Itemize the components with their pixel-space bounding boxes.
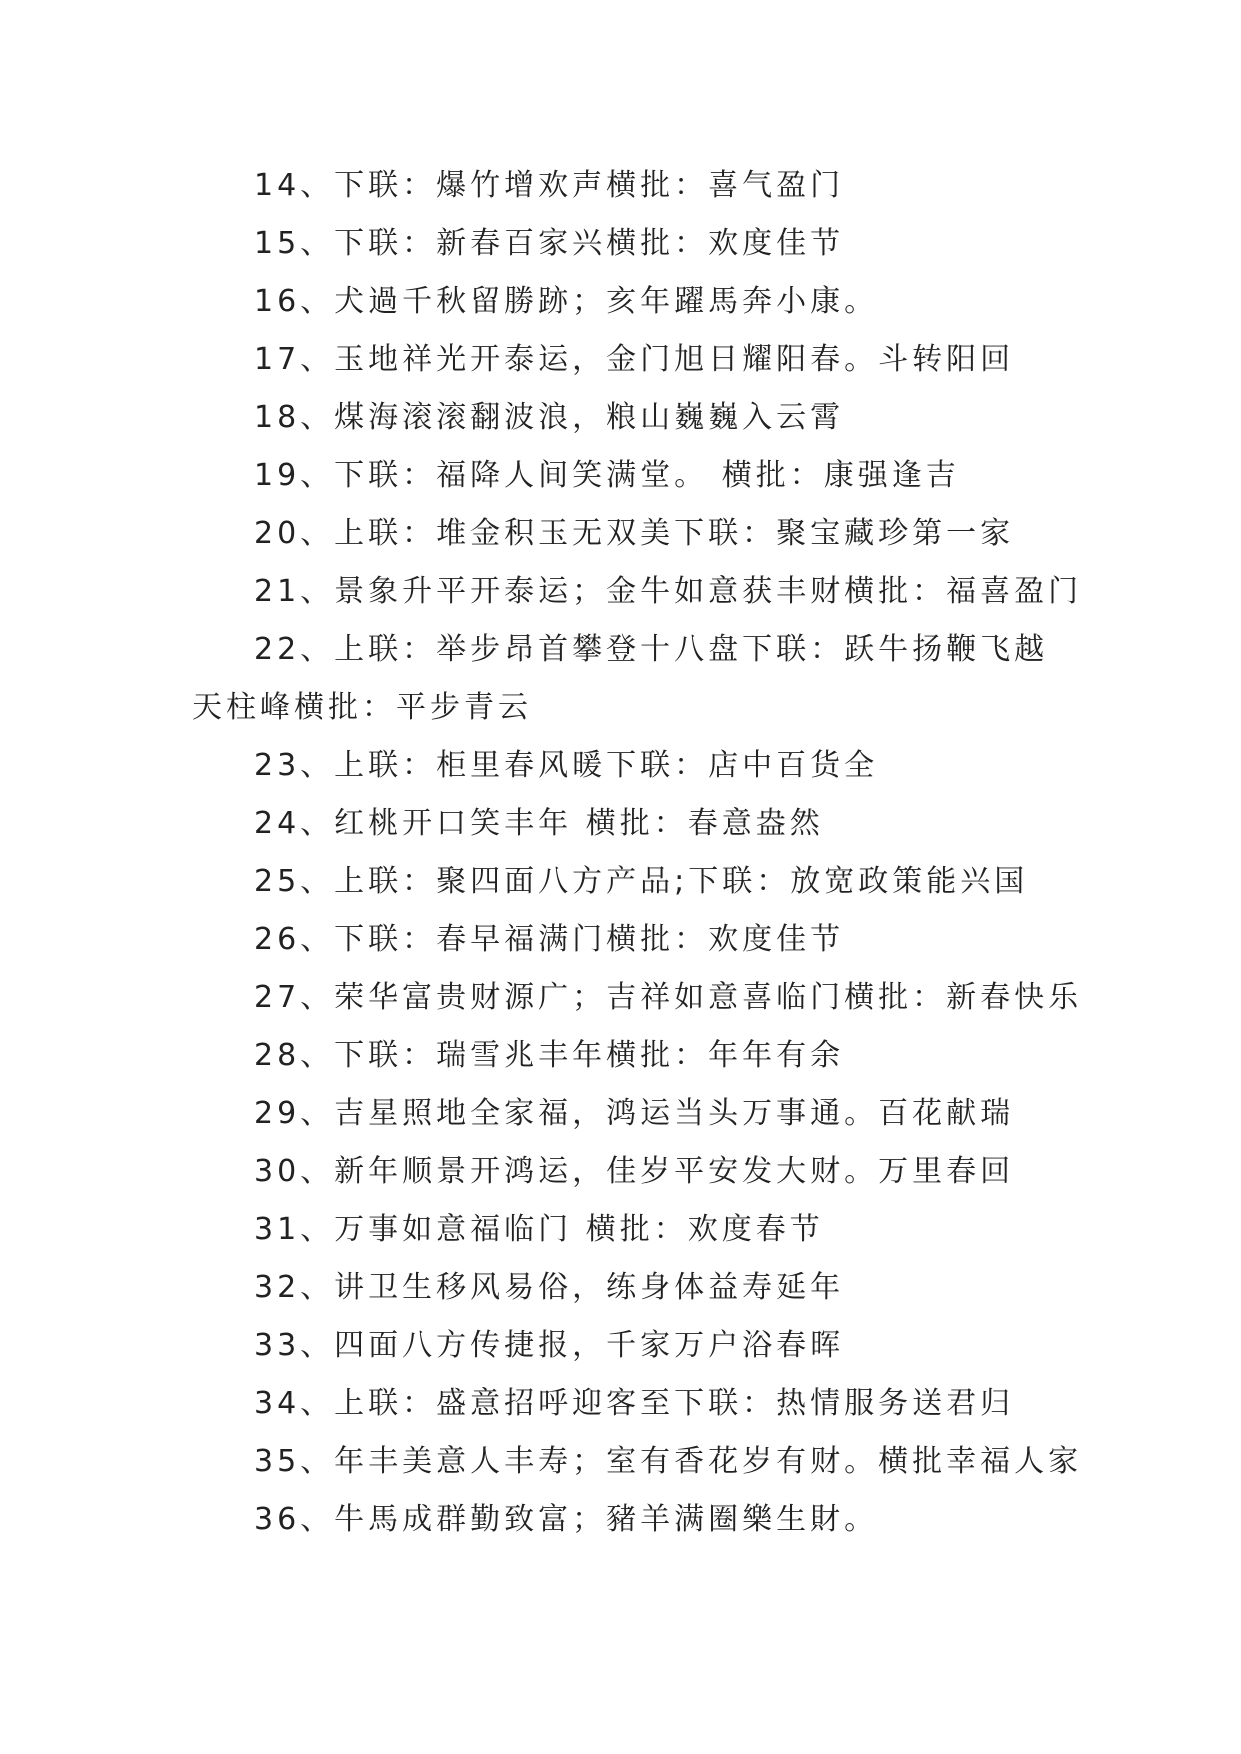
list-item: 16、犬過千秋留勝跡；亥年躍馬奔小康。 [254,284,879,319]
list-item: 19、下联：福降人间笑满堂。 横批：康强逢吉 [254,458,960,493]
list-item: 27、荣华富贵财源广；吉祥如意喜临门横批：新春快乐 [254,980,1083,1015]
list-item: 17、玉地祥光开泰运，金门旭日耀阳春。斗转阳回 [254,342,1015,377]
list-item: 32、讲卫生移风易俗，练身体益寿延年 [254,1270,845,1305]
list-item: 23、上联：柜里春风暖下联：店中百货全 [254,748,879,783]
list-item: 26、下联：春早福满门横批：欢度佳节 [254,922,845,957]
list-item: 25、上联：聚四面八方产品;下联：放宽政策能兴国 [254,864,1029,899]
list-item: 30、新年顺景开鸿运，佳岁平安发大财。万里春回 [254,1154,1015,1189]
document-body [192,157,1083,1549]
list-item: 36、牛馬成群勤致富；豬羊满圈樂生財。 [254,1502,879,1537]
list-item: 24、红桃开口笑丰年 横批：春意盎然 [254,806,824,841]
list-item: 28、下联：瑞雪兆丰年横批：年年有余 [254,1038,845,1073]
list-item: 20、上联：堆金积玉无双美下联：聚宝藏珍第一家 [254,516,1015,551]
list-item: 18、煤海滚滚翻波浪，粮山巍巍入云霄 [254,400,845,435]
list-item: 22、上联：举步昂首攀登十八盘下联：跃牛扬鞭飞越天柱峰横批：平步青云 [192,632,1049,725]
list-item: 31、万事如意福临门 横批：欢度春节 [254,1212,824,1247]
list-item: 35、年丰美意人丰寿；室有香花岁有财。横批幸福人家 [254,1444,1083,1479]
list-item: 29、吉星照地全家福，鸿运当头万事通。百花献瑞 [254,1096,1015,1131]
list-item: 34、上联：盛意招呼迎客至下联：热情服务送君归 [254,1386,1015,1421]
list-item: 33、四面八方传捷报，千家万户浴春晖 [254,1328,845,1363]
list-item: 15、下联：新春百家兴横批：欢度佳节 [254,226,845,261]
list-item: 21、景象升平开泰运；金牛如意获丰财横批：福喜盈门 [254,574,1083,609]
list-item: 14、下联：爆竹增欢声横批：喜气盈门 [254,168,845,203]
